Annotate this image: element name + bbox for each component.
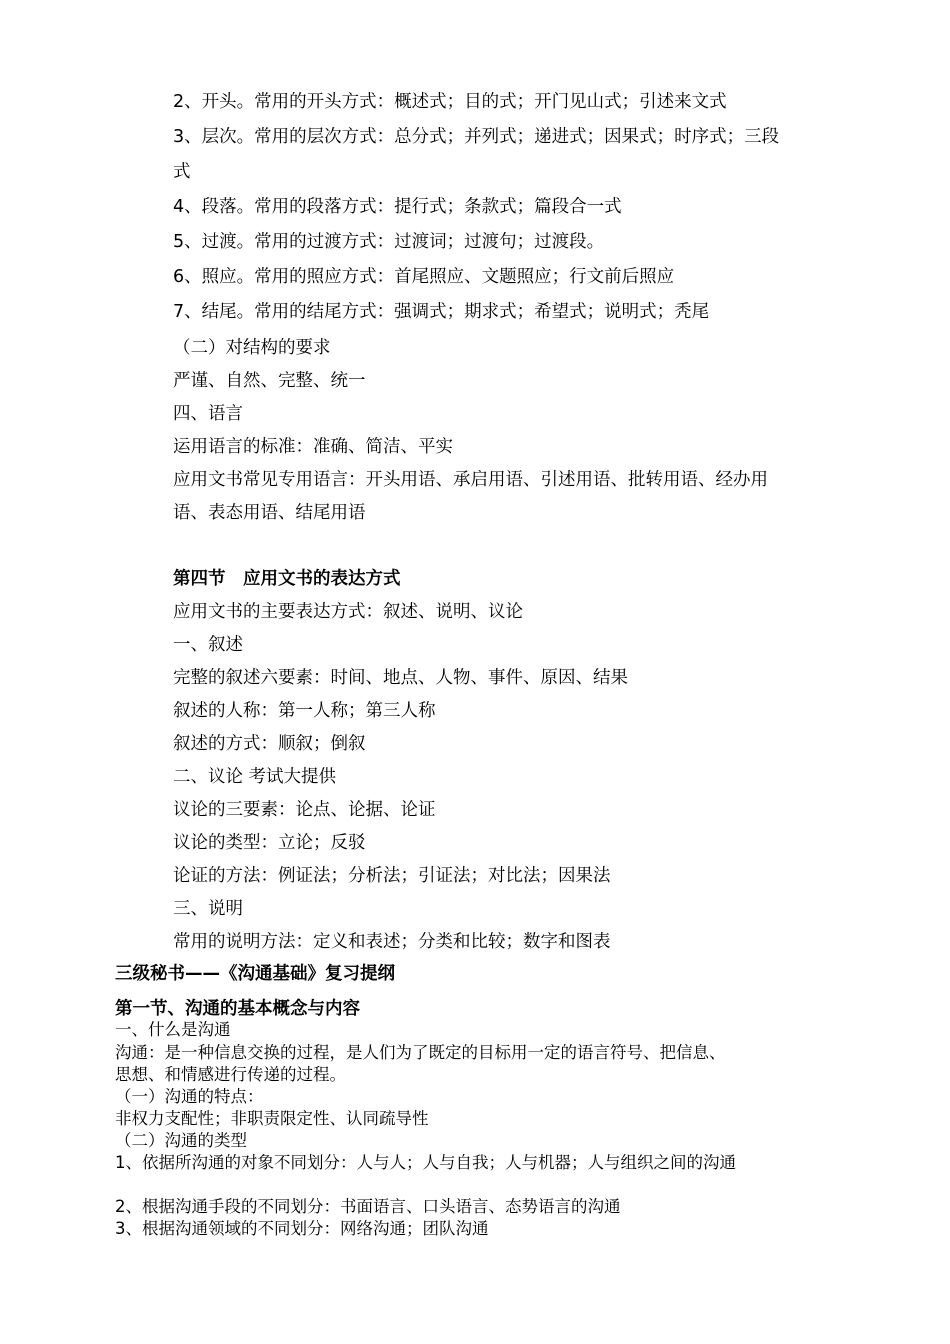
text-special-language: 应用文书常见专用语言：开头用语、承启用语、引述用语、批转用语、经办用 xyxy=(173,470,768,490)
text-narration-mode: 叙述的方式：顺叙；倒叙 xyxy=(173,734,366,754)
heading-argument: 二、议论 考试大提供 xyxy=(173,767,337,787)
structure-item-levels-cont: 式 xyxy=(173,162,191,182)
heading-narration: 一、叙述 xyxy=(173,635,243,655)
outline-heading: 第一节、沟通的基本概念与内容 xyxy=(115,999,360,1019)
text-communication-def: 沟通：是一种信息交换的过程，是人们为了既定的目标用一定的语言符号、把信息、 xyxy=(115,1043,726,1062)
text-type-by-means: 2、根据沟通手段的不同划分：书面语言、口头语言、态势语言的沟通 xyxy=(115,1197,621,1216)
text-special-language-cont: 语、表态用语、结尾用语 xyxy=(173,503,366,523)
text-language-standard: 运用语言的标准：准确、简洁、平实 xyxy=(173,437,453,457)
text-type-by-domain: 3、根据沟通领域的不同划分：网络沟通；团队沟通 xyxy=(115,1219,489,1238)
subheading-features: （一）沟通的特点： xyxy=(115,1087,264,1106)
heading-explanation: 三、说明 xyxy=(173,899,243,919)
section-heading-expression: 第四节 应用文书的表达方式 xyxy=(173,569,401,589)
text-structure-req: 严谨、自然、完整、统一 xyxy=(173,371,366,391)
text-six-elements: 完整的叙述六要素：时间、地点、人物、事件、原因、结果 xyxy=(173,668,628,688)
subheading-structure-req: （二）对结构的要求 xyxy=(173,338,331,358)
text-type-by-object: 1、依据所沟通的对象不同划分：人与人；人与自我；人与机器；人与组织之间的沟通 xyxy=(115,1153,736,1172)
subheading-types: （二）沟通的类型 xyxy=(115,1131,247,1150)
heading-what-is-communication: 一、什么是沟通 xyxy=(115,1020,231,1039)
heading-language: 四、语言 xyxy=(173,404,243,424)
text-communication-def-cont: 思想、和情感进行传递的过程。 xyxy=(115,1065,346,1084)
text-argument-methods: 论证的方法：例证法；分析法；引证法；对比法；因果法 xyxy=(173,866,611,886)
structure-item-echo: 6、照应。常用的照应方式：首尾照应、文题照应；行文前后照应 xyxy=(173,267,675,287)
text-narration-person: 叙述的人称：第一人称；第三人称 xyxy=(173,701,436,721)
text-argument-types: 议论的类型：立论；反驳 xyxy=(173,833,366,853)
text-features: 非权力支配性；非职责限定性、认同疏导性 xyxy=(115,1109,429,1128)
outline-title: 三级秘书——《沟通基础》复习提纲 xyxy=(115,964,395,984)
text-explanation-methods: 常用的说明方法：定义和表述；分类和比较；数字和图表 xyxy=(173,932,611,952)
text-argument-elements: 议论的三要素：论点、论据、论证 xyxy=(173,800,436,820)
structure-item-levels: 3、层次。常用的层次方式：总分式；并列式；递进式；因果式；时序式；三段 xyxy=(173,127,780,147)
text-main-expression: 应用文书的主要表达方式：叙述、说明、议论 xyxy=(173,602,523,622)
structure-item-transition: 5、过渡。常用的过渡方式：过渡词；过渡句；过渡段。 xyxy=(173,232,605,252)
structure-item-ending: 7、结尾。常用的结尾方式：强调式；期求式；希望式；说明式；秃尾 xyxy=(173,302,710,322)
structure-item-paragraph: 4、段落。常用的段落方式：提行式；条款式；篇段合一式 xyxy=(173,197,622,217)
structure-item-opening: 2、开头。常用的开头方式：概述式；目的式；开门见山式；引述来文式 xyxy=(173,92,727,112)
